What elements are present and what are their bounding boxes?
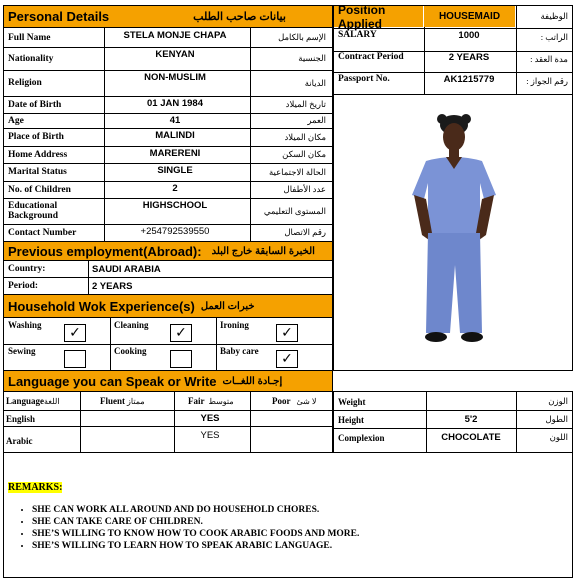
household-item-label: Cleaning xyxy=(114,320,149,330)
applicant-photo xyxy=(334,95,572,370)
check-icon: ✓ xyxy=(281,325,293,341)
personal-label-ar: عدد الأطفال xyxy=(283,184,326,194)
position-title-ar-cell xyxy=(516,6,572,27)
personal-label-ar: مكان السكن xyxy=(282,149,326,159)
personal-value: NON-MUSLIM xyxy=(144,72,206,83)
check-icon: ✓ xyxy=(69,325,81,341)
personal-value: 2 xyxy=(172,183,178,194)
position-row-label: SALARY xyxy=(338,30,377,40)
personal-value: MALINDI xyxy=(155,130,195,141)
household-item-label: Cooking xyxy=(114,346,147,356)
language-row-english: English xyxy=(6,414,36,424)
check-icon: ✓ xyxy=(281,351,293,367)
country-value: SAUDI ARABIA xyxy=(92,263,161,275)
position-row-value: 1000 xyxy=(458,30,480,41)
position-title-ar: الوظيفة xyxy=(540,11,568,21)
photo-frame xyxy=(333,94,573,371)
country-label: Country: xyxy=(8,264,46,274)
personal-label: Religion xyxy=(8,78,42,88)
language-row-arabic: Arabic xyxy=(6,436,33,446)
personal-label-ar: الحالة الاجتماعية xyxy=(268,166,326,177)
personal-value: 01 JAN 1984 xyxy=(147,98,203,109)
remark-item: • SHE’S WILLING TO KNOW HOW TO COOK ARABIC FOODS AND MORE. xyxy=(32,529,564,539)
english-fair-value: YES xyxy=(200,413,220,424)
language-title-ar: إجـادة اللغــات xyxy=(222,375,283,387)
remarks-list xyxy=(4,505,564,551)
personal-label: Nationality xyxy=(8,53,54,64)
position-applied-title: Position Applied xyxy=(338,2,386,31)
physical-label: Weight xyxy=(338,397,366,407)
household-item-label: Baby care xyxy=(220,346,259,356)
position-row-label: Passport No. xyxy=(338,74,390,84)
position-value: HOUSEMAID xyxy=(438,11,501,22)
fluent-col-header: Fluent ممتاز xyxy=(100,396,145,406)
checkbox-checked xyxy=(170,324,192,342)
position-applied-header xyxy=(334,2,423,31)
period-label: Period: xyxy=(8,281,39,291)
personal-label-ar: الإسم بالكامل xyxy=(278,32,326,42)
personal-label: No. of Children xyxy=(8,184,71,195)
position-row-label-ar: الراتب : xyxy=(540,32,568,42)
position-row-label: Contract Period xyxy=(338,52,404,62)
remark-item: • SHE’S WILLING TO LEARN HOW TO SPEAK ARABIC LANGUAGE. xyxy=(32,541,564,551)
language-col-header: Languageاللغة xyxy=(6,396,60,406)
personal-label: Home Address xyxy=(8,149,68,160)
personal-value: +254792539550 xyxy=(140,226,210,237)
position-row-label-ar: رقم الجواز : xyxy=(526,76,568,86)
physical-value: 5'2 xyxy=(464,414,478,425)
personal-value: MARERENI xyxy=(149,148,201,159)
personal-value: SINGLE xyxy=(157,165,193,176)
personal-value: HIGHSCHOOL xyxy=(142,200,208,211)
household-item-label: Washing xyxy=(8,320,42,330)
personal-label-ar: رقم الاتصال xyxy=(284,227,326,237)
poor-col-header: Poor لا شئ xyxy=(272,396,317,406)
remark-item: • SHE CAN WORK ALL AROUND AND DO HOUSEHOLD CHORES. xyxy=(32,505,564,515)
remark-item: • SHE CAN TAKE CARE OF CHILDREN. xyxy=(32,517,564,527)
language-title: Language you can Speak or Write xyxy=(8,373,217,389)
household-experience-header xyxy=(3,294,333,318)
checkbox-checked xyxy=(64,324,86,342)
personal-label: Marital Status xyxy=(8,167,67,177)
personal-label: Contact Number xyxy=(8,227,77,238)
personal-value: 41 xyxy=(169,115,181,126)
personal-value: KENYAN xyxy=(155,49,195,60)
language-header xyxy=(3,370,333,392)
physical-value: CHOCOLATE xyxy=(441,432,501,443)
remarks-label: REMARKS: xyxy=(8,482,63,493)
physical-label-ar: الوزن xyxy=(548,396,568,406)
personal-details-header xyxy=(3,5,333,28)
personal-label-ar: العمر xyxy=(307,115,326,125)
checkbox-empty xyxy=(64,350,86,368)
personal-label: Place of Birth xyxy=(8,132,64,142)
previous-employment-title-ar: الخبرة السابقة خارج البلد xyxy=(211,245,315,257)
position-value-cell xyxy=(424,6,515,27)
household-experience-title: Household Wok Experience(s) xyxy=(8,298,195,314)
personal-label: Date of Birth xyxy=(8,99,62,110)
personal-label-ar: مكان الميلاد xyxy=(284,131,326,142)
previous-employment-title: Previous employment(Abroad): xyxy=(8,243,202,259)
personal-label: Full Name xyxy=(8,32,51,43)
position-row-value: AK1215779 xyxy=(443,74,495,85)
arabic-fair-value: YES xyxy=(200,430,220,441)
position-row-label-ar: مدة العقد : xyxy=(530,54,568,64)
checkbox-checked xyxy=(276,324,298,342)
personal-value: STELA MONJE CHAPA xyxy=(123,30,227,41)
previous-employment-header xyxy=(3,241,333,261)
fair-col-header: Fair متوسط xyxy=(188,396,234,406)
personal-label: Age xyxy=(8,115,24,126)
household-experience-title-ar: خبرات العمل xyxy=(200,300,255,312)
period-value: 2 YEARS xyxy=(92,280,133,292)
household-item-label: Ironing xyxy=(220,320,249,330)
personal-label-ar: تاريخ الميلاد xyxy=(285,99,326,109)
physical-label: Complexion xyxy=(338,433,385,443)
check-icon: ✓ xyxy=(175,325,187,341)
remarks-label-wrap xyxy=(8,477,62,495)
personal-label-ar: الديانة xyxy=(304,77,326,88)
position-row-value: 2 YEARS xyxy=(448,52,490,63)
checkbox-empty xyxy=(170,350,192,368)
personal-label-ar: المستوى التعليمي xyxy=(263,205,326,216)
remarks-list-wrap xyxy=(4,503,564,553)
personal-details-title-ar: بيانات صاحب الطلب xyxy=(193,11,286,23)
checkbox-checked xyxy=(276,350,298,368)
physical-label: Height xyxy=(338,415,364,425)
personal-label-ar: الجنسية xyxy=(298,53,326,63)
physical-label-ar: اللون xyxy=(549,432,568,442)
physical-label-ar: الطول xyxy=(545,414,568,424)
remarks-box xyxy=(3,452,573,578)
personal-label: Educational Background xyxy=(8,201,58,221)
personal-details-title: Personal Details xyxy=(8,9,110,24)
household-item-label: Sewing xyxy=(8,346,36,356)
